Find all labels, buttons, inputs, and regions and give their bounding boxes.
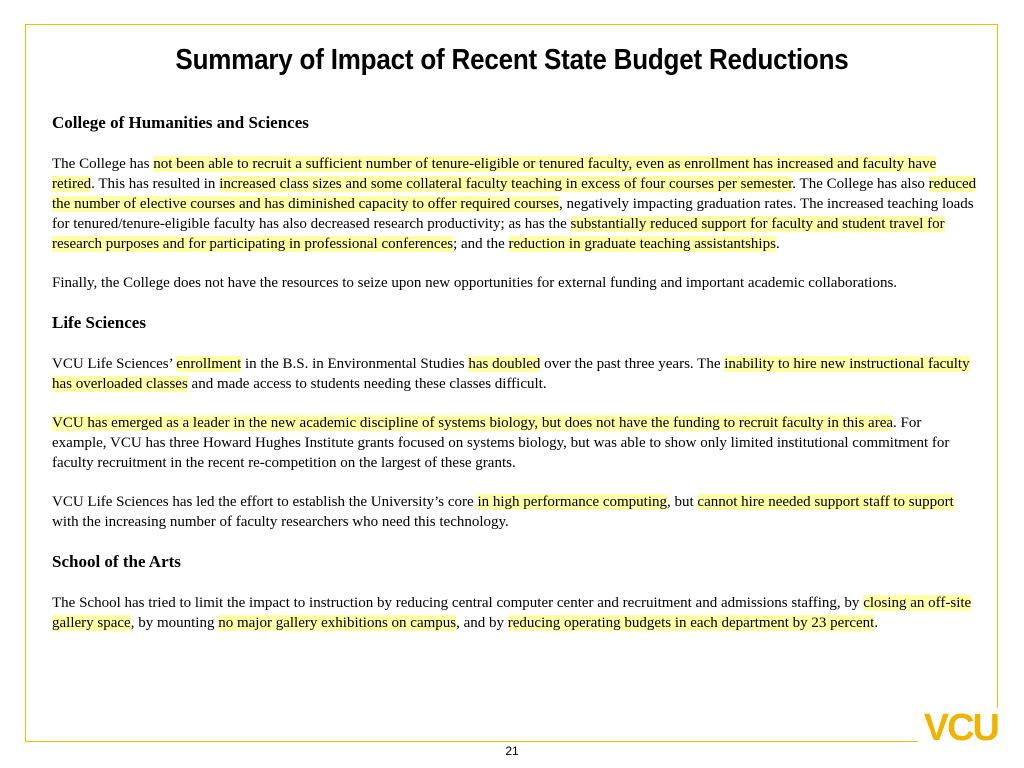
highlighted-text: not been able to recruit a sufficient number of tenure-eligible or tenured faculty, even as enrollment has increased and faculty have retired	[52, 156, 937, 192]
highlighted-text: no major gallery exhibitions on campus	[218, 615, 457, 631]
highlighted-text: inability to hire new instructional faculty has overloaded classes	[52, 356, 970, 392]
highlighted-text: substantially reduced support for faculty and student travel for research purposes and for participating in professional conferences	[52, 216, 945, 252]
highlighted-text: in high performance computing	[477, 494, 667, 510]
life-sciences-paragraph-1	[52, 354, 977, 394]
text-segment: , negatively impacting graduation rates. The increased teaching loads for tenured/tenure-eligible faculty has also decreased research productivity; as has the	[52, 196, 974, 232]
highlighted-text: enrollment	[176, 356, 242, 372]
text-segment: , but	[666, 494, 698, 510]
text-segment: in the B.S. in Environmental Studies	[241, 356, 469, 372]
text-segment: .	[775, 236, 780, 252]
highlighted-text: has doubled	[468, 356, 541, 372]
text-segment: , by mounting	[130, 615, 219, 631]
highlighted-text: increased class sizes and some collateral faculty teaching in excess of four courses per semester	[219, 176, 793, 192]
text-segment: . For example, VCU has three Howard Hughes Institute grants focused on systems biology, but was able to show only limited institutional commitment for faculty recruitment in the recent re-competition on the largest of these grants.	[52, 415, 950, 471]
highlighted-text: reduced the number of elective courses and has diminished capacity to offer required courses	[52, 176, 977, 212]
text-segment: . The College has also	[792, 176, 929, 192]
text-segment: VCU Life Sciences has led the effort to establish the University’s core	[52, 494, 478, 510]
text-segment: . This has resulted in	[91, 176, 220, 192]
text-segment: , and by	[456, 615, 508, 631]
section-heading-arts: School of the Arts	[52, 552, 181, 571]
text-segment: and made access to students needing these classes difficult.	[187, 376, 547, 392]
highlighted-text: reduction in graduate teaching assistantships	[508, 236, 776, 252]
humanities-paragraph-2: Finally, the College does not have the resources to seize upon new opportunities for external funding and important academic collaborations.	[52, 275, 898, 291]
text-segment: over the past three years. The	[540, 356, 725, 372]
text-segment: The College has	[52, 156, 154, 172]
text-segment: .	[874, 615, 879, 631]
humanities-paragraph-1	[52, 154, 977, 254]
text-segment: with the increasing number of faculty researchers who need this technology.	[52, 514, 509, 530]
slide-content	[52, 112, 977, 652]
highlighted-text: VCU has emerged as a leader in the new academic discipline of systems biology, but does not have the funding to recruit faculty in this area	[52, 415, 894, 431]
highlighted-text: cannot hire needed support staff to support	[697, 494, 954, 510]
arts-paragraph-1	[52, 593, 977, 633]
section-heading-life-sciences: Life Sciences	[52, 313, 146, 332]
highlighted-text: closing an off-site gallery space	[52, 595, 972, 631]
section-heading-humanities: College of Humanities and Sciences	[52, 113, 309, 132]
life-sciences-paragraph-3	[52, 492, 977, 532]
highlighted-text: reducing operating budgets in each department by 23 percent	[507, 615, 875, 631]
slide-title: Summary of Impact of Recent State Budget Reductions	[175, 42, 849, 76]
text-segment: VCU Life Sciences’	[52, 356, 177, 372]
text-segment: The School has tried to limit the impact to instruction by reducing central computer center and recruitment and admissions staffing, by	[52, 595, 864, 611]
text-segment: ; and the	[453, 236, 509, 252]
vcu-logo: VCU	[918, 708, 1000, 748]
life-sciences-paragraph-2	[52, 413, 977, 473]
page-number: 21	[505, 744, 519, 758]
